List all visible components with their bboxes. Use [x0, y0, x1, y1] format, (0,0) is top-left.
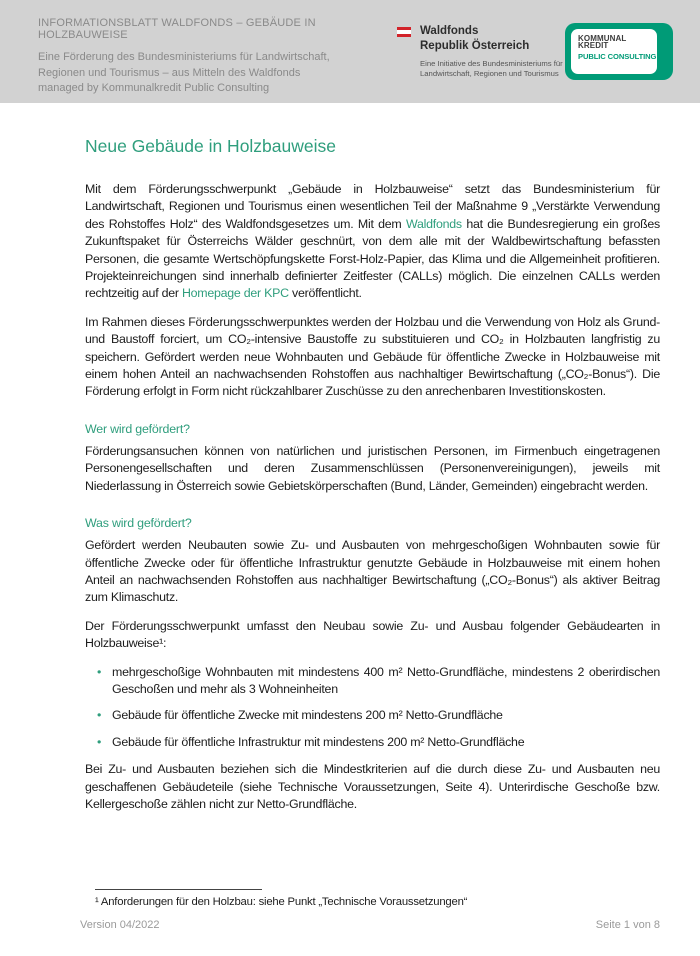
- document-body: [85, 136, 660, 824]
- waldfonds-logo-tagline: Eine Initiative des Bundesministeriums für Landwirtschaft, Regionen und Tourismus: [420, 59, 563, 78]
- page-footer: [80, 919, 660, 931]
- footnote-text: ¹ Anforderungen für den Holzbau: siehe Punkt „Technische Voraussetzungen“: [95, 896, 468, 908]
- paragraph-text: hat die Bundesregierung ein großes Zukunftspaket für Österreichs Wälder geschnürt, von dem alle mit der Waldbewirtschaftung befassten Personen, die gesamte Wertschöpfungskette Forst-Holz-Papier, das Klima und die Allgemeinheit profitieren. Projekteinreichungen sind innerhalb definierter Zeitfester (CALLs) möglich. Die einzelnen CALLs werden rechtzeitig auf der: [85, 216, 660, 301]
- section-body-what-3: Bei Zu- und Ausbauten beziehen sich die Mindestkriterien auf die durch diese Zu- und Ausbauten neu geschaffenen Gebäudeteile (siehe Technische Voraussetzungen, Seite 4). Unterirdische Geschoße bzw. Kellergeschoße zählen nicht zur Netto-Grundfläche.: [85, 762, 660, 811]
- intro-paragraph-1: [85, 181, 660, 303]
- list-item: [85, 734, 660, 751]
- kpc-logo-inner: [571, 29, 657, 74]
- paragraph-text: veröffentlicht.: [288, 286, 362, 301]
- kpc-logo: [565, 23, 673, 80]
- waldfonds-logo: [397, 24, 567, 79]
- header-band: [0, 0, 700, 103]
- footer-page-number: Seite 1 von 8: [595, 919, 660, 931]
- list-item: [85, 664, 660, 699]
- bullet-icon: •: [97, 734, 102, 749]
- kpc-logo-line1: KOMMUNAL: [578, 34, 627, 43]
- bullet-icon: •: [97, 708, 102, 723]
- paragraph-text: Mit dem Förderungsschwerpunkt „Gebäude in Holzbauweise“ setzt das Bundesministerium für Landwirtschaft, Regionen und Tourismus einen wesentlichen Teil der Maßnahme 9 „Verstärkte Verwendung des Rohstoffes Holz“ des Waldfondsgesetzes um. Mit dem: [85, 182, 660, 231]
- kpc-logo-line3: PUBLIC CONSULTING: [578, 51, 657, 61]
- kpc-homepage-link[interactable]: Homepage der KPC: [181, 286, 289, 301]
- footnote-area: [95, 889, 660, 908]
- section-body-what-2: Der Förderungsschwerpunkt umfasst den Neubau sowie Zu- und Ausbau folgender Gebäudearten in Holzbauweise¹:: [85, 618, 660, 651]
- header-text-block: [38, 17, 358, 97]
- bullet-icon: •: [97, 664, 102, 679]
- building-types-list: [85, 664, 660, 752]
- list-item-text: Gebäude für öffentliche Infrastruktur mit mindestens 200 m² Netto-Grundfläche: [112, 734, 525, 749]
- section-heading-what: Was wird gefördert?: [85, 516, 192, 531]
- list-item: [85, 707, 660, 724]
- page-title: Neue Gebäude in Holzbauweise: [85, 136, 336, 156]
- kpc-logo-line2: KREDIT: [578, 40, 609, 50]
- waldfonds-link[interactable]: Waldfonds: [405, 216, 462, 231]
- header-subtitle: Eine Förderung des Bundesministeriums für Landwirtschaft, Regionen und Tourismus – aus Mitteln des Waldfonds managed by Kommunalkredit Public Consulting: [38, 51, 330, 94]
- list-item-text: mehrgeschoßige Wohnbauten mit mindestens 400 m² Netto-Grundfläche, mindestens 2 oberirdischen Geschoßen und mehr als 3 Wohneinheiten: [112, 664, 660, 696]
- footer-version: Version 04/2022: [80, 919, 160, 931]
- header-title: INFORMATIONSBLATT WALDFONDS – GEBÄUDE IN HOLZBAUWEISE: [38, 17, 316, 41]
- intro-paragraph-2: Im Rahmen dieses Förderungsschwerpunktes werden der Holzbau und die Verwendung von Holz als Grund- und Baustoff forciert, um CO₂-intensive Baustoffe zu substituieren und CO₂ in Holzbauten langfristig zu speichern. Gefördert werden neue Wohnbauten und Gebäude für öffentliche Zwecke in Holzbauweise mit einem hohen Anteil an nachwachsenden Rohstoffen aus nachhaltiger Bewirtschaftung („CO₂-Bonus“). Die Förderung erfolgt in Form nicht rückzahlbarer Zuschüsse zu den anrechenbaren Investitionskosten.: [85, 314, 660, 399]
- section-heading-who: Wer wird gefördert?: [85, 421, 190, 436]
- waldfonds-logo-name: Waldfonds: [420, 25, 479, 37]
- footnote-divider: [95, 889, 262, 890]
- section-body-who: Förderungsansuchen können von natürlichen und juristischen Personen, im Firmenbuch eingetragenen Personengesellschaften und deren Zusammenschlüssen (Personenvereinigungen), jeweils mit Niederlassung in Österreich sowie Gebietskörperschaften (Bund, Länder, Gemeinden) eingebracht werden.: [85, 443, 660, 493]
- waldfonds-logo-org: Republik Österreich: [420, 39, 530, 52]
- section-body-what-1: Gefördert werden Neubauten sowie Zu- und Ausbauten von mehrgeschoßigen Wohnbauten sowie für öffentliche Zwecke oder für öffentliche Infrastruktur genutzte Gebäude in Holzbauweise mit einem hohen Anteil an nachwachsenden Rohstoffen aus nachhaltiger Bewirtschaftung („CO₂-Bonus“) als aktiver Beitrag zum Klimaschutz.: [85, 538, 660, 605]
- list-item-text: Gebäude für öffentliche Zwecke mit mindestens 200 m² Netto-Grundfläche: [112, 708, 503, 723]
- austria-flag-icon: [397, 27, 411, 37]
